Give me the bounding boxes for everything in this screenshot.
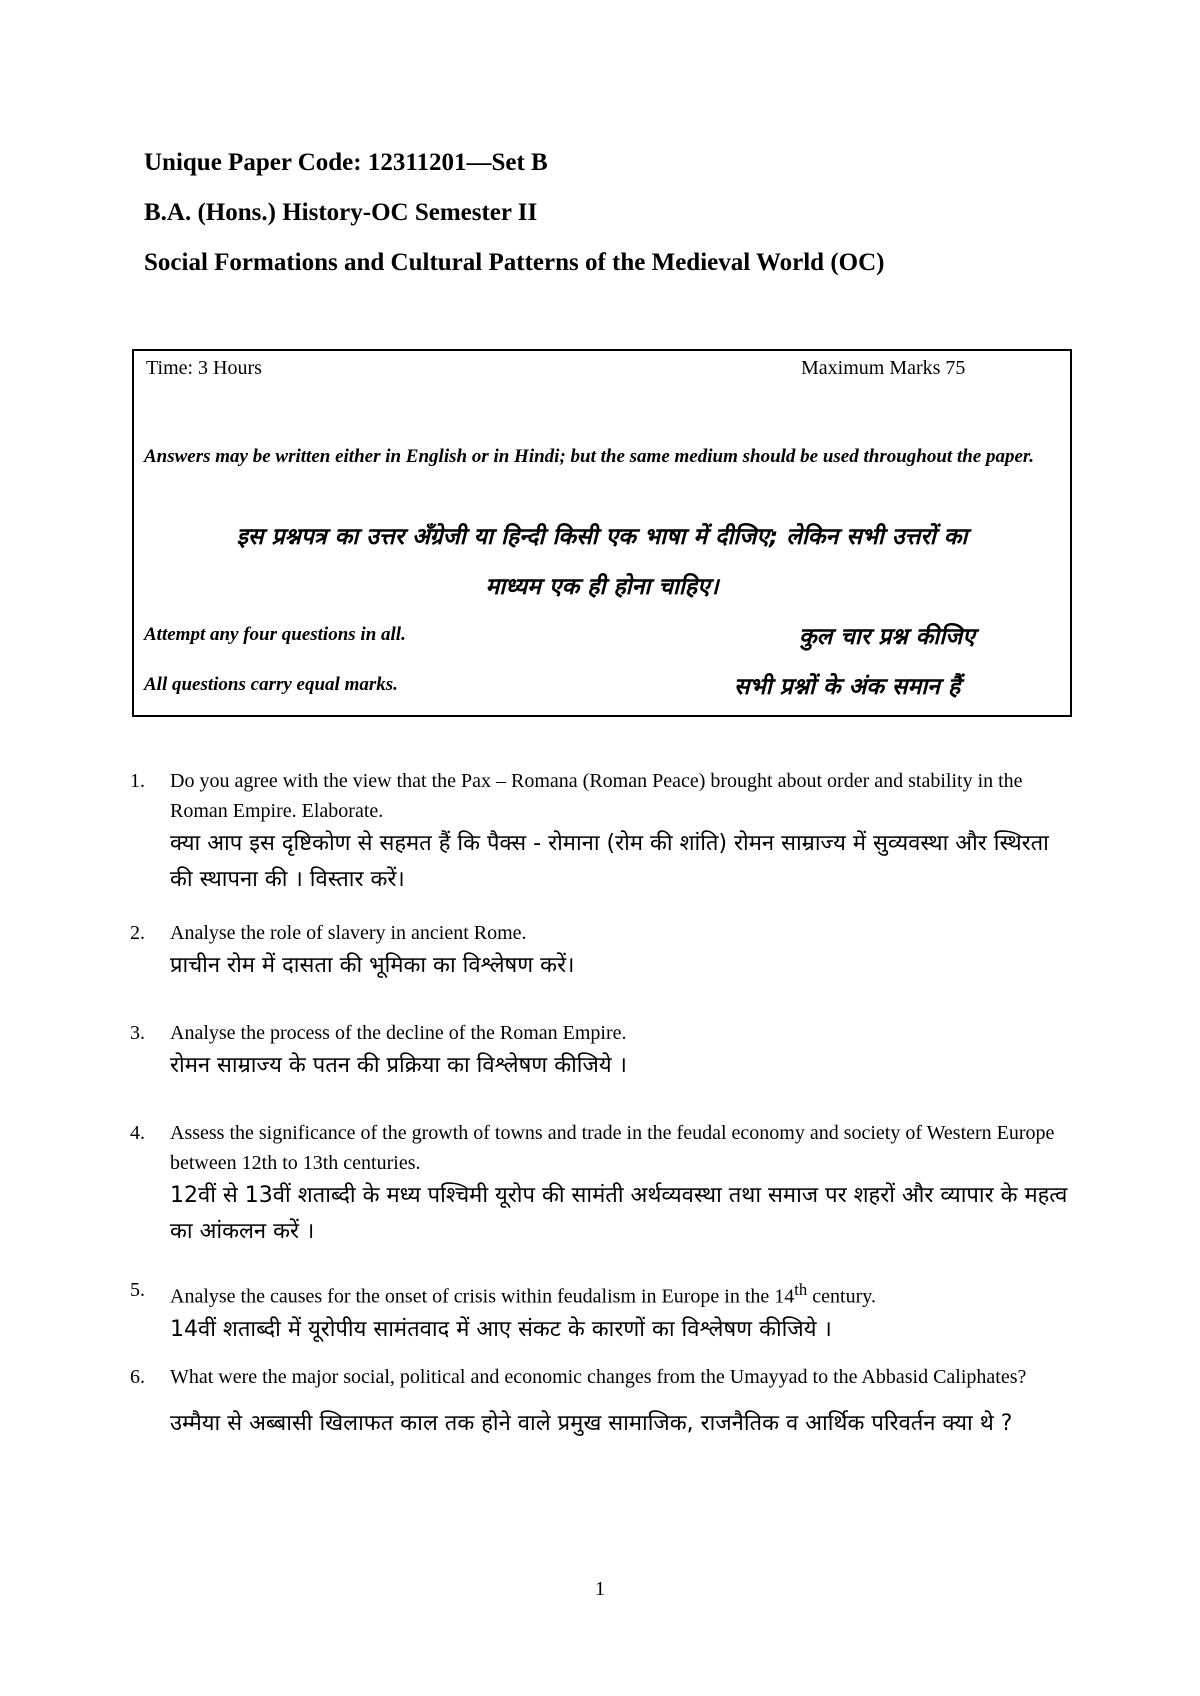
question-text-english [170,1275,1070,1312]
question-1 [130,766,1070,898]
question-text-hindi: क्या आप इस दृष्टिकोण से सहमत हैं कि पैक्स - रोमाना (रोम की शांति) रोमन साम्राज्य में सुव्यवस्था और स्थिरता की स्थापना की । विस्तार करें। [170,831,1049,892]
course-name: B.A. (Hons.) History-OC Semester II [144,199,538,226]
medium-instruction-hindi-line2: माध्यम एक ही होना चाहिए। [485,574,719,600]
instructions-box [132,349,1072,717]
question-text-part: century. [807,1285,876,1308]
question-number: 1. [130,770,145,792]
marks-instruction-hindi: सभी प्रश्नों के अंक समान हैं [734,674,961,700]
maximum-marks: Maximum Marks 75 [801,357,966,379]
question-text-hindi: 12वीं से 13वीं शताब्दी के मध्य पश्चिमी यूरोप की सामंती अर्थव्यवस्था तथा समाज पर शहरों और व्यापार के महत्व का आंकलन करें । [170,1183,1068,1244]
question-text-hindi: उम्मैया से अब्बासी खिलाफत काल तक होने वाले प्रमुख सामाजिक, राजनैतिक व आर्थिक परिवर्तन क्या थे ? [170,1411,1013,1436]
question-5 [130,1275,1070,1348]
question-text-hindi: रोमन साम्राज्य के पतन की प्रक्रिया का विश्लेषण कीजिये । [170,1053,627,1078]
question-number: 2. [130,922,145,944]
attempt-instruction-hindi: कुल चार प्रश्न कीजिए [799,624,975,650]
question-number: 4. [130,1122,145,1144]
medium-instruction-english: Answers may be written either in English or in Hindi; but the same medium should be used throughout the paper. [144,446,1035,467]
question-number: 3. [130,1022,145,1044]
paper-code: Unique Paper Code: 12311201—Set B [144,149,548,176]
question-6 [130,1362,1070,1442]
question-number: 5. [130,1279,145,1301]
time-allowed: Time: 3 Hours [146,357,262,379]
marks-instruction-english: All questions carry equal marks. [144,674,398,695]
page-number: 1 [595,1578,605,1600]
question-text-english: Analyse the process of the decline of the Roman Empire. [170,1022,627,1044]
question-number: 6. [130,1366,145,1388]
question-3 [130,1018,1070,1084]
question-text-english: Do you agree with the view that the Pax – Romana (Roman Peace) brought about order and stability in the Roman Empire. Elaborate. [170,770,1023,822]
attempt-instruction-english: Attempt any four questions in all. [144,624,406,645]
question-text-hindi: 14वीं शताब्दी में यूरोपीय सामंतवाद में आए संकट के कारणों का विश्लेषण कीजिये । [170,1316,832,1342]
ordinal-suffix: th [794,1280,808,1299]
question-text-english: Assess the significance of the growth of towns and trade in the feudal economy and society of Western Europe between 12th to 13th centuries. [170,1122,1055,1174]
question-text-english: What were the major social, political and economic changes from the Umayyad to the Abbasid Caliphates? [170,1366,1027,1388]
question-text-english: Analyse the role of slavery in ancient Rome. [170,922,527,944]
paper-title: Social Formations and Cultural Patterns of the Medieval World (OC) [144,249,885,276]
question-4 [130,1118,1070,1250]
question-text-hindi: प्राचीन रोम में दासता की भूमिका का विश्लेषण करें। [170,953,575,978]
medium-instruction-hindi-line1: इस प्रश्नपत्र का उत्तर अँग्रेजी या हिन्दी किसी एक भाषा में दीजिए; लेकिन सभी उत्तरों का [236,524,968,550]
question-text-part: Analyse the causes for the onset of crisis within feudalism in Europe in the 14 [170,1285,795,1308]
question-2 [130,918,1070,984]
